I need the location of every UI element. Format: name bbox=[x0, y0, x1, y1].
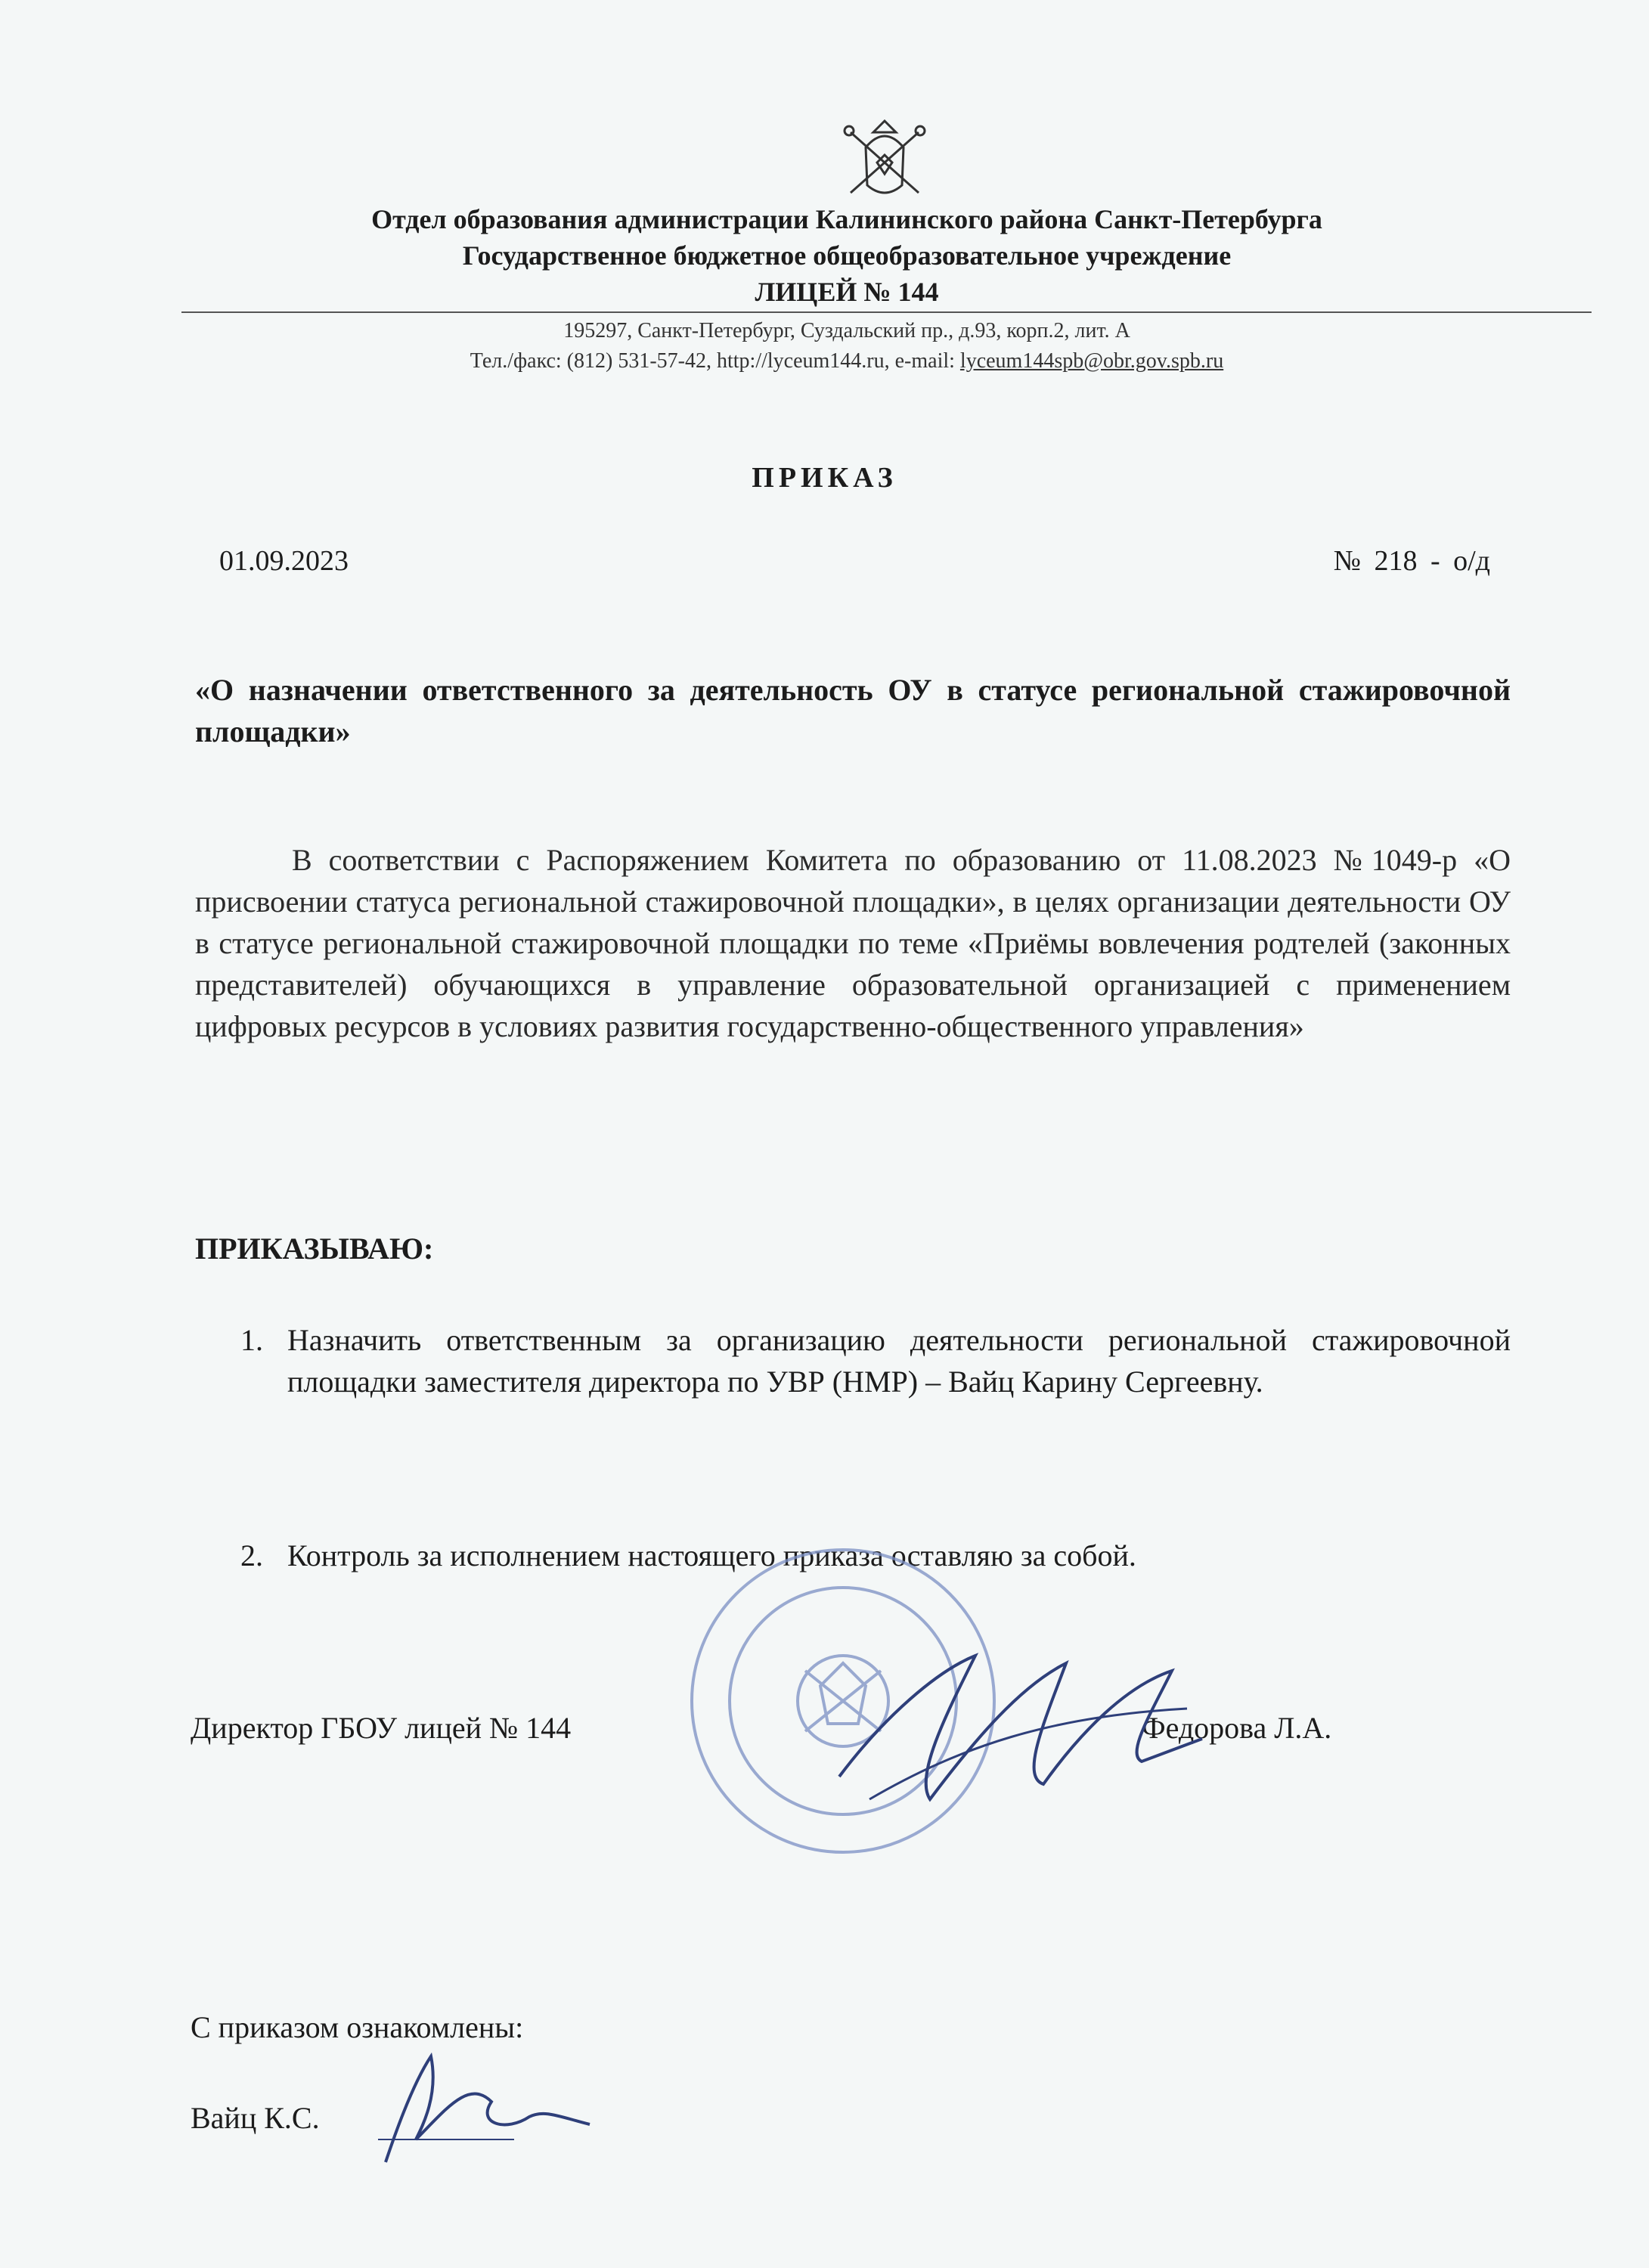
acquainted-name: Вайц К.С. bbox=[191, 2101, 320, 2135]
document-body: В соответствии с Распоряжением Комитета по образованию от 11.08.2023 №1049-р «О присвоении статуса региональной стажировочной площадки», в целях организации деятельности ОУ в статусе региональной стажировочной площадки по теме «Приёмы вовлечения родтелей (законных представителей) обучающихся в управление образовательной организацией с применением цифровых ресурсов в условиях развития государственно-общественного управления» bbox=[195, 843, 1511, 1043]
document-subject: «О назначении ответственного за деятельность ОУ в статусе региональной стажировочной площадки» bbox=[195, 673, 1511, 748]
decree-heading: ПРИКАЗЫВАЮ: bbox=[195, 1232, 434, 1266]
contacts-text: Тел./факс: (812) 531-57-42, http://lyceum144.ru, e-mail: bbox=[470, 349, 960, 373]
director-name: Федорова Л.А. bbox=[1142, 1711, 1332, 1745]
header-address: 195297, Санкт-Петербург, Суздальский пр., д.93, корп.2, лит. А bbox=[563, 319, 1130, 342]
email-link[interactable]: lyceum144spb@obr.gov.spb.ru bbox=[959, 349, 1224, 373]
header-contacts bbox=[181, 349, 1512, 373]
header-department: Отдел образования администрации Калининского района Санкт-Петербурга bbox=[371, 204, 1322, 234]
director-signature-icon bbox=[824, 1625, 1217, 1822]
list-item-text: Назначить ответственным за организацию деятельности региональной стажировочной площадки заместителя директора по УВР (НМР) – Вайц Карину Сергеевну. bbox=[287, 1323, 1511, 1399]
acquainted-label: С приказом ознакомлены: bbox=[191, 2010, 524, 2044]
coat-of-arms-icon bbox=[835, 117, 934, 208]
list-item bbox=[240, 1319, 1511, 1402]
list-item-number: 1. bbox=[240, 1323, 263, 1357]
list-item-text: Контроль за исполнением настоящего приказа оставляю за собой. bbox=[287, 1538, 1136, 1572]
document-date: 01.09.2023 bbox=[219, 545, 349, 577]
header-divider bbox=[181, 311, 1592, 313]
employee-signature-icon bbox=[363, 2034, 612, 2170]
document-number: № 218 - о/д bbox=[1333, 545, 1490, 577]
list-item-number: 2. bbox=[240, 1538, 263, 1572]
header-institution-type: Государственное бюджетное общеобразовательное учреждение bbox=[462, 240, 1232, 271]
header-institution-name: ЛИЦЕЙ № 144 bbox=[755, 277, 939, 307]
director-title: Директор ГБОУ лицей № 144 bbox=[191, 1711, 572, 1745]
document-title: ПРИКАЗ bbox=[752, 462, 897, 494]
